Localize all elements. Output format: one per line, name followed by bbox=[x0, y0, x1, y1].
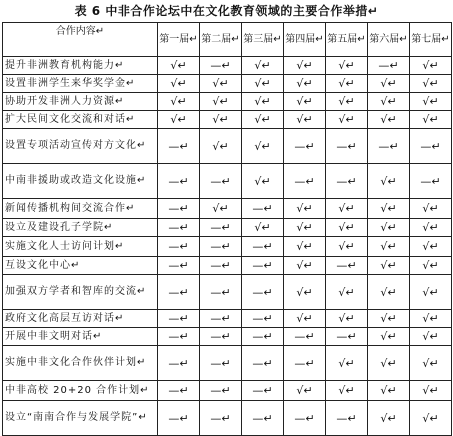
measure-label: 互设文化中心↵ bbox=[3, 257, 158, 275]
session-mark: √↵ bbox=[242, 75, 284, 93]
measure-label: 加强双方学者和智库的交流↵ bbox=[3, 275, 158, 310]
session-mark: √↵ bbox=[368, 401, 410, 436]
session-mark: √↵ bbox=[368, 346, 410, 381]
session-mark: —↵ bbox=[284, 129, 326, 164]
column-header-session: 第五届↵ bbox=[326, 23, 368, 57]
session-mark: √↵ bbox=[242, 111, 284, 129]
session-mark: √↵ bbox=[368, 111, 410, 129]
session-mark: √↵ bbox=[326, 219, 368, 237]
session-mark: √↵ bbox=[158, 93, 200, 111]
table-row bbox=[3, 129, 452, 164]
session-mark: —↵ bbox=[284, 164, 326, 199]
table-row bbox=[3, 275, 452, 310]
session-mark: —↵ bbox=[158, 346, 200, 381]
table-row bbox=[3, 219, 452, 237]
session-mark: —↵ bbox=[158, 199, 200, 219]
session-mark: —↵ bbox=[326, 328, 368, 346]
session-mark: √↵ bbox=[200, 75, 242, 93]
session-mark: √↵ bbox=[200, 129, 242, 164]
session-mark: √↵ bbox=[410, 199, 452, 219]
session-mark: —↵ bbox=[200, 381, 242, 401]
measure-label: 设置专项活动宣传对方文化↵ bbox=[3, 129, 158, 164]
session-mark: —↵ bbox=[158, 381, 200, 401]
session-mark: —↵ bbox=[200, 257, 242, 275]
session-mark: √↵ bbox=[158, 57, 200, 75]
session-mark: —↵ bbox=[284, 401, 326, 436]
session-mark: √↵ bbox=[368, 328, 410, 346]
session-mark: √↵ bbox=[284, 275, 326, 310]
session-mark: √↵ bbox=[284, 310, 326, 328]
session-mark: √↵ bbox=[200, 111, 242, 129]
session-mark: √↵ bbox=[410, 257, 452, 275]
session-mark: —↵ bbox=[326, 401, 368, 436]
column-header-session: 第七届↵ bbox=[410, 23, 452, 57]
session-mark: —↵ bbox=[410, 164, 452, 199]
session-mark: √↵ bbox=[242, 57, 284, 75]
session-mark: √↵ bbox=[284, 257, 326, 275]
session-mark: √↵ bbox=[410, 237, 452, 257]
session-mark: √↵ bbox=[410, 57, 452, 75]
session-mark: —↵ bbox=[200, 328, 242, 346]
session-mark: —↵ bbox=[158, 401, 200, 436]
session-mark: —↵ bbox=[242, 381, 284, 401]
header-row bbox=[3, 23, 452, 57]
table-row bbox=[3, 401, 452, 436]
measure-label: 新闻传播机构间交流合作↵ bbox=[3, 199, 158, 219]
session-mark: —↵ bbox=[158, 164, 200, 199]
session-mark: —↵ bbox=[200, 57, 242, 75]
measure-label: 扩大民间文化交流和对话↵ bbox=[3, 111, 158, 129]
session-mark: —↵ bbox=[200, 275, 242, 310]
session-mark: —↵ bbox=[158, 237, 200, 257]
session-mark: √↵ bbox=[242, 129, 284, 164]
measure-label: 中非高校 20+20 合作计划↵ bbox=[3, 381, 158, 401]
session-mark: √↵ bbox=[158, 75, 200, 93]
session-mark: √↵ bbox=[200, 199, 242, 219]
column-header-session: 第一届↵ bbox=[158, 23, 200, 57]
session-mark: —↵ bbox=[158, 219, 200, 237]
session-mark: —↵ bbox=[242, 257, 284, 275]
session-mark: √↵ bbox=[326, 75, 368, 93]
session-mark: —↵ bbox=[242, 310, 284, 328]
session-mark: √↵ bbox=[410, 275, 452, 310]
table-row bbox=[3, 164, 452, 199]
session-mark: √↵ bbox=[410, 219, 452, 237]
session-mark: —↵ bbox=[242, 199, 284, 219]
session-mark: √↵ bbox=[410, 328, 452, 346]
session-mark: —↵ bbox=[326, 257, 368, 275]
measure-label: 提升非洲教育机构能力↵ bbox=[3, 57, 158, 75]
session-mark: —↵ bbox=[200, 401, 242, 436]
session-mark: √↵ bbox=[410, 346, 452, 381]
session-mark: —↵ bbox=[242, 401, 284, 436]
session-mark: —↵ bbox=[242, 237, 284, 257]
table-row bbox=[3, 93, 452, 111]
table-row bbox=[3, 75, 452, 93]
session-mark: —↵ bbox=[200, 237, 242, 257]
session-mark: √↵ bbox=[284, 93, 326, 111]
session-mark: —↵ bbox=[410, 129, 452, 164]
session-mark: √↵ bbox=[326, 57, 368, 75]
table-row bbox=[3, 381, 452, 401]
session-mark: √↵ bbox=[326, 199, 368, 219]
session-mark: —↵ bbox=[326, 164, 368, 199]
session-mark: √↵ bbox=[326, 346, 368, 381]
session-mark: —↵ bbox=[284, 346, 326, 381]
column-header-content: 合作内容↵ bbox=[3, 23, 158, 57]
table-row bbox=[3, 346, 452, 381]
session-mark: —↵ bbox=[284, 328, 326, 346]
measure-label: 协助开发非洲人力资源↵ bbox=[3, 93, 158, 111]
measure-label: 开展中非文明对话↵ bbox=[3, 328, 158, 346]
session-mark: √↵ bbox=[284, 111, 326, 129]
session-mark: √↵ bbox=[368, 219, 410, 237]
session-mark: √↵ bbox=[284, 75, 326, 93]
session-mark: —↵ bbox=[158, 310, 200, 328]
cooperation-table bbox=[2, 22, 452, 436]
table-row bbox=[3, 310, 452, 328]
session-mark: √↵ bbox=[326, 111, 368, 129]
session-mark: √↵ bbox=[326, 310, 368, 328]
session-mark: √↵ bbox=[326, 237, 368, 257]
session-mark: √↵ bbox=[242, 219, 284, 237]
session-mark: —↵ bbox=[326, 129, 368, 164]
session-mark: √↵ bbox=[410, 310, 452, 328]
table-caption: 表 6 中非合作论坛中在文化教育领域的主要合作举措↵ bbox=[74, 4, 379, 18]
session-mark: —↵ bbox=[242, 346, 284, 381]
table-row bbox=[3, 237, 452, 257]
session-mark: —↵ bbox=[158, 257, 200, 275]
session-mark: √↵ bbox=[158, 111, 200, 129]
session-mark: √↵ bbox=[410, 93, 452, 111]
session-mark: √↵ bbox=[368, 75, 410, 93]
session-mark: —↵ bbox=[158, 328, 200, 346]
session-mark: √↵ bbox=[284, 219, 326, 237]
measure-label: 实施中非文化合作伙伴计划↵ bbox=[3, 346, 158, 381]
session-mark: —↵ bbox=[158, 275, 200, 310]
session-mark: —↵ bbox=[200, 310, 242, 328]
session-mark: —↵ bbox=[242, 275, 284, 310]
session-mark: √↵ bbox=[410, 381, 452, 401]
session-mark: —↵ bbox=[200, 219, 242, 237]
session-mark: √↵ bbox=[368, 257, 410, 275]
session-mark: √↵ bbox=[242, 164, 284, 199]
table-row bbox=[3, 111, 452, 129]
session-mark: √↵ bbox=[284, 237, 326, 257]
table-row bbox=[3, 199, 452, 219]
session-mark: √↵ bbox=[368, 199, 410, 219]
session-mark: √↵ bbox=[368, 93, 410, 111]
column-header-session: 第二届↵ bbox=[200, 23, 242, 57]
column-header-session: 第四届↵ bbox=[284, 23, 326, 57]
measure-label: 政府文化高层互访对话↵ bbox=[3, 310, 158, 328]
measure-label: 设立及建设孔子学院↵ bbox=[3, 219, 158, 237]
table-row bbox=[3, 257, 452, 275]
session-mark: √↵ bbox=[410, 75, 452, 93]
session-mark: √↵ bbox=[368, 275, 410, 310]
session-mark: √↵ bbox=[284, 57, 326, 75]
measure-label: 设置非洲学生来华奖学金↵ bbox=[3, 75, 158, 93]
session-mark: √↵ bbox=[410, 111, 452, 129]
session-mark: √↵ bbox=[326, 381, 368, 401]
session-mark: —↵ bbox=[368, 57, 410, 75]
session-mark: √↵ bbox=[326, 275, 368, 310]
session-mark: √↵ bbox=[284, 381, 326, 401]
session-mark: √↵ bbox=[368, 164, 410, 199]
session-mark: —↵ bbox=[200, 164, 242, 199]
session-mark: √↵ bbox=[200, 93, 242, 111]
session-mark: √↵ bbox=[368, 310, 410, 328]
column-header-session: 第六届↵ bbox=[368, 23, 410, 57]
table-row bbox=[3, 328, 452, 346]
session-mark: √↵ bbox=[326, 93, 368, 111]
session-mark: —↵ bbox=[368, 129, 410, 164]
measure-label: 中南非援助或改造文化设施↵ bbox=[3, 164, 158, 199]
session-mark: —↵ bbox=[200, 346, 242, 381]
table-body bbox=[3, 57, 452, 436]
measure-label: 实施文化人士访问计划↵ bbox=[3, 237, 158, 257]
session-mark: √↵ bbox=[410, 401, 452, 436]
measure-label: 设立“南南合作与发展学院”↵ bbox=[3, 401, 158, 436]
session-mark: —↵ bbox=[242, 328, 284, 346]
session-mark: √↵ bbox=[368, 381, 410, 401]
session-mark: √↵ bbox=[284, 199, 326, 219]
column-header-session: 第三届↵ bbox=[242, 23, 284, 57]
table-row bbox=[3, 57, 452, 75]
session-mark: √↵ bbox=[368, 237, 410, 257]
session-mark: —↵ bbox=[158, 129, 200, 164]
session-mark: √↵ bbox=[242, 93, 284, 111]
